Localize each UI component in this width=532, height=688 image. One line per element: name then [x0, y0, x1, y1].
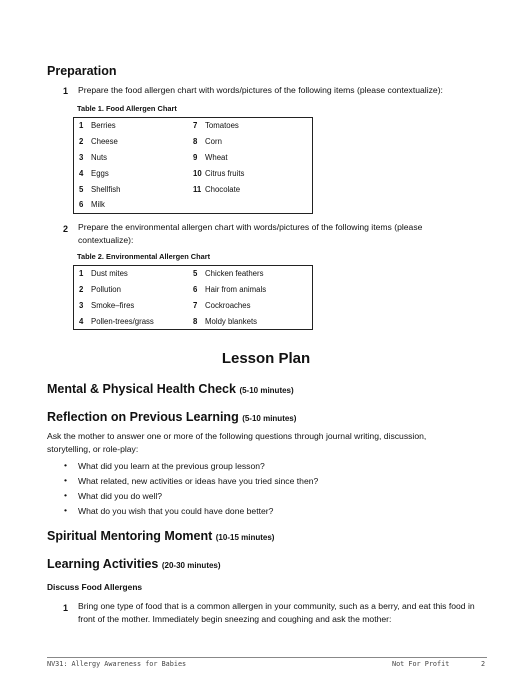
bullet-icon: • [64, 490, 68, 500]
cell-number: 1 [79, 269, 84, 279]
cell-item: Cheese [91, 137, 118, 147]
cell-item: Citrus fruits [205, 168, 245, 178]
cell-item: Smoke–fires [91, 300, 135, 310]
activity-item-1-number: 1 [63, 603, 69, 613]
reflection-question: What did you do well? [78, 491, 163, 501]
cell-item: Shellfish [91, 184, 121, 194]
cell-number: 4 [79, 168, 84, 178]
table-row [74, 197, 313, 213]
cell-item [205, 197, 313, 213]
cell-number: 9 [193, 152, 198, 162]
reflection-duration: (5-10 minutes) [242, 414, 297, 423]
prep-item-2-number: 2 [63, 224, 69, 234]
spiritual-duration: (10-15 minutes) [215, 533, 275, 542]
cell-item: Wheat [205, 152, 228, 162]
health-check-heading [47, 382, 294, 396]
cell-number: 11 [193, 184, 202, 194]
activities-duration: (20-30 minutes) [161, 561, 221, 570]
cell-item: Chocolate [205, 184, 241, 194]
cell-item: Nuts [91, 152, 108, 162]
prep-item-2-text: Prepare the environmental allergen chart with words/pictures of the following items (please contextualize): [78, 222, 423, 245]
bullet-icon: • [64, 475, 68, 485]
cell-number: 4 [79, 316, 84, 326]
cell-number: 5 [79, 184, 84, 194]
table-row [74, 165, 313, 181]
environmental-allergen-table [73, 265, 313, 330]
cell-number: 3 [79, 152, 84, 162]
cell-number: 8 [193, 137, 198, 147]
table-row [74, 150, 313, 166]
cell-number: 6 [193, 285, 198, 295]
activities-label: Learning Activities [47, 557, 159, 571]
preparation-heading: Preparation [47, 64, 117, 78]
table-row [74, 282, 313, 298]
reflection-heading [47, 410, 296, 424]
food-allergen-table [73, 117, 313, 214]
table1-caption: Table 1. Food Allergen Chart [77, 104, 177, 113]
spiritual-label: Spiritual Mentoring Moment [47, 529, 213, 543]
activities-heading [47, 557, 221, 571]
activities-subheading: Discuss Food Allergens [47, 582, 143, 592]
cell-number: 1 [79, 121, 84, 131]
prep-item-1-text: Prepare the food allergen chart with words/pictures of the following items (please contextualize): [78, 85, 443, 95]
activity-item-1-text: Bring one type of food that is a common allergen in your community, such as a berry, and eat this food in front of the mother. Immediately begin sneezing and coughing and ask the mother: [78, 601, 475, 624]
reflection-question: What related, new activities or ideas have you tried since then? [78, 476, 319, 486]
table-row [74, 181, 313, 197]
cell-item: Chicken feathers [205, 269, 264, 279]
reflection-intro: Ask the mother to answer one or more of the following questions through journal writing, discussion, storytelling, or role-play: [47, 431, 427, 454]
cell-item: Pollen-trees/grass [91, 316, 154, 326]
health-check-duration: (5-10 minutes) [239, 386, 294, 395]
cell-number: 10 [193, 168, 202, 178]
footer-divider [47, 657, 487, 658]
table-row [74, 266, 313, 282]
cell-number [193, 197, 205, 213]
reflection-label: Reflection on Previous Learning [47, 410, 239, 424]
reflection-question: What did you learn at the previous group lesson? [78, 461, 265, 471]
cell-number: 3 [79, 300, 84, 310]
table-row [74, 134, 313, 150]
footer-center: Not For Profit [392, 660, 450, 668]
footer-page-number: 2 [481, 660, 486, 668]
spiritual-heading [47, 529, 274, 543]
bullet-icon: • [64, 460, 68, 470]
cell-number: 5 [193, 269, 198, 279]
cell-item: Berries [91, 121, 116, 131]
table-row [74, 298, 313, 314]
cell-item: Eggs [91, 168, 109, 178]
table-row [74, 118, 313, 134]
cell-number: 6 [79, 200, 84, 210]
cell-item: Milk [91, 200, 105, 210]
table-row [74, 313, 313, 329]
cell-number: 2 [79, 285, 84, 295]
cell-item: Hair from animals [205, 285, 267, 295]
table2-caption: Table 2. Environmental Allergen Chart [77, 252, 211, 261]
cell-item: Tomatoes [205, 121, 239, 131]
cell-item: Dust mites [91, 269, 128, 279]
cell-number: 2 [79, 137, 84, 147]
health-check-label: Mental & Physical Health Check [47, 382, 236, 396]
bullet-icon: • [64, 505, 68, 515]
cell-number: 7 [193, 121, 198, 131]
cell-item: Corn [205, 137, 222, 147]
footer-left: NV31: Allergy Awareness for Babies [47, 660, 187, 668]
cell-number: 8 [193, 316, 198, 326]
lesson-plan-title: Lesson Plan [221, 350, 311, 367]
cell-item: Moldy blankets [205, 316, 258, 326]
cell-item: Cockroaches [205, 300, 251, 310]
reflection-question: What do you wish that you could have done better? [78, 506, 274, 516]
prep-item-1-number: 1 [63, 86, 69, 96]
cell-item: Pollution [91, 285, 121, 295]
cell-number: 7 [193, 300, 198, 310]
